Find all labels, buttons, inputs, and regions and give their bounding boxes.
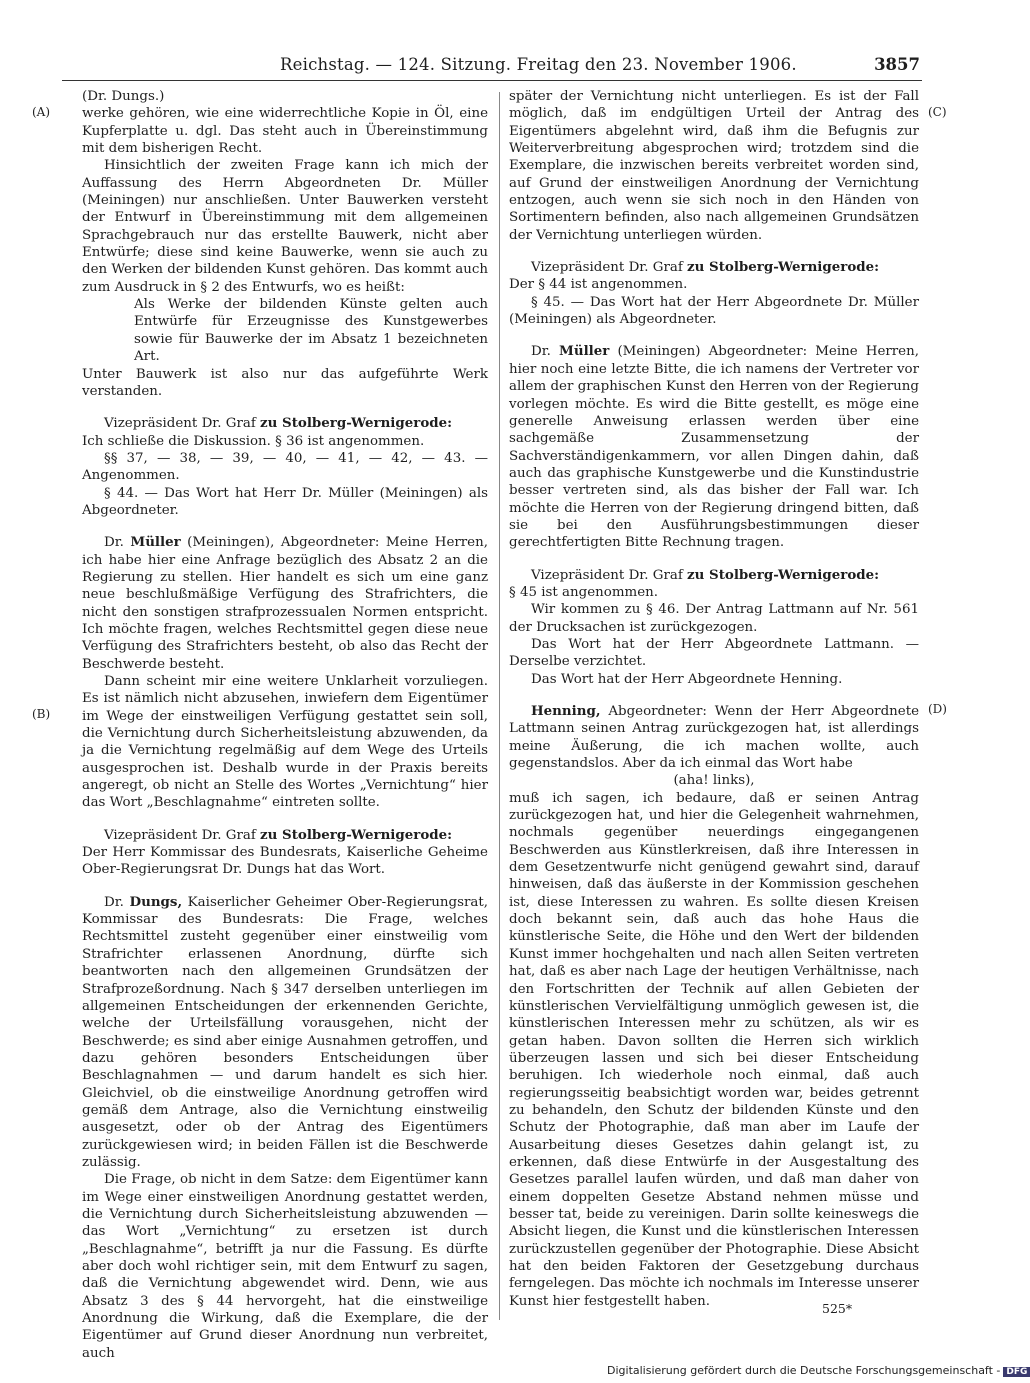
speaker-paragraph (82, 534, 488, 673)
speaker-title: Vizepräsident Dr. Graf (104, 416, 256, 432)
speaker-name: Henning, (531, 703, 601, 719)
paragraph: Das Wort hat der Herr Abgeordnete Henning. (531, 671, 843, 687)
speaker-title: Dr. (531, 344, 551, 360)
speaker-paragraph (82, 827, 488, 844)
margin-marker-c: (C) (928, 105, 947, 119)
speaker-title: Vizepräsident Dr. Graf (531, 260, 683, 276)
paragraph: später der Vernichtung nicht unterliegen. Es ist der Fall möglich, daß im endgültigen Urteil der Antrag des Eigentümers abgelehnt wird, daß ihm die Befugnis zur Weiterverbreitung abgesprochen wird; trotzdem sind die Exemplare, die inzwischen bereits verbreitet worden sind, auf Grund der einstweiligen Anordnung der Vernichtung entzogen, auch wenn sie sich noch in den Händen von Sortimentern befinden, also nach allgemeinen Grundsätzen der Vernichtung unterliegen würden. (509, 89, 919, 243)
speaker-name: Dungs, (129, 893, 183, 910)
speaker-title: Dr. (104, 894, 124, 910)
paragraph: § 45 ist angenommen. (509, 584, 659, 600)
paragraph: Wir kommen zu § 46. Der Antrag Lattmann auf Nr. 561 der Drucksachen ist zurückgezogen. (509, 602, 919, 635)
interjection: (aha! links), (673, 773, 755, 789)
footer (607, 1364, 1030, 1377)
column-separator (499, 92, 500, 1320)
paragraph: §§ 37, — 38, — 39, — 40, — 41, — 42, — 43. — Angenommen. (82, 450, 488, 484)
paragraph: Dann scheint mir eine weitere Unklarheit vorzuliegen. Es ist nämlich nicht abzusehen, inwiefern dem Eigentümer im Wege der einstweiligen Verfügung gestattet sein soll, die Vernichtung durch Sicherheitsleistung abzuwenden, da ja die Vernichtung regelmäßig auf dem Wege des Urteils ausgesprochen ist. Deshalb wurde in der Praxis bereits angeregt, ob nicht an Stelle des Wortes „Vernichtung“ hier das Wort „Beschlagnahme“ eintreten sollte. (82, 674, 488, 811)
speaker-name: zu Stolberg-Wernigerode: (687, 566, 880, 583)
running-header (280, 55, 920, 79)
speaker-paragraph (82, 415, 488, 432)
speech-text: Abgeordneter: Wenn der Herr Abgeordnete Lattmann seinen Antrag zurückgezogen hat, ist allerdings meine Äußerung, die ich machen wollte, auch gegenstandslos. Aber da ich einmal das Wort habe (509, 704, 919, 772)
speaker-name: zu Stolberg-Wernigerode: (260, 415, 453, 432)
running-title: Reichstag. — 124. Sitzung. Freitag den 23. November 1906. (280, 55, 797, 74)
paragraph: Das Wort hat der Herr Abgeordnete Lattmann. — Derselbe verzichtet. (509, 636, 919, 670)
header-rule (62, 80, 922, 81)
block-quote: Als Werke der bildenden Künste gelten auch Entwürfe für Erzeugnisse des Kunstgewerbes sowie für Bauwerke der im Absatz 1 bezeichneten Art. (134, 297, 488, 365)
sheet-signature: 525* (822, 1301, 853, 1316)
speaker-name: Müller (130, 534, 181, 551)
paragraph: Ich schließe die Diskussion. § 36 ist angenommen. (82, 433, 425, 449)
footer-text: Digitalisierung gefördert durch die Deutsche Forschungsgemeinschaft - (607, 1364, 1001, 1377)
paragraph: Hinsichtlich der zweiten Frage kann ich mich der Auffassung des Herrn Abgeordneten Dr. Müller (Meiningen) nur anschließen. Unter Bauwerken versteht der Entwurf in Übereinstimmung mit dem allgemeinen Sprachgebrauch nur das erstellte Bauwerk, nicht aber Entwürfe; diese sind keine Bauwerke, wenn sie auch zu den Werken der bildenden Kunst gehören. Das kommt auch zum Ausdruck in § 2 des Entwurfs, wo es heißt: (82, 158, 488, 295)
speaker-paragraph (509, 703, 919, 772)
speech-text: (Meiningen) Abgeordneter: Meine Herren, hier noch eine letzte Bitte, die ich namens der Vertreter vor allem der graphischen Kunst den Herren von der Regierung vorlegen möchte. Es wird die Bitte gestellt, es möge eine generelle Anweisung erlassen werden über eine sachgemäße Zusammensetzung der Sachverständigenkammern, vor allen Dingen dahin, daß auch das graphische Kunstgewerbe und die Kunstindustrie besser vertreten sind, als das bisher der Fall war. Ich möchte die Herren von der Regierung dringend bitten, daß sie bei den Ausführungsbestimmungen dieser gerechtfertigten Bitte Rechnung tragen. (509, 344, 919, 551)
margin-marker-d: (D) (928, 702, 947, 716)
left-column (82, 88, 488, 1362)
speaker-name: zu Stolberg-Wernigerode: (687, 259, 880, 276)
speaker-paragraph (509, 567, 919, 584)
margin-marker-b: (B) (32, 707, 51, 721)
speaker-title: Vizepräsident Dr. Graf (104, 827, 256, 843)
paragraph: Die Frage, ob nicht in dem Satze: dem Eigentümer kann im Wege einer einstweiligen Anordnung gestattet werden, die Vernichtung durch Sicherheitsleistung abzuwenden — das Wort „Vernichtung“ zu ersetzen ist durch „Beschlagnahme“, betrifft ja nur die Fassung. Es dürfte aber doch wohl richtiger sein, mit dem Entwurf zu sagen, daß die Vernichtung abgewendet wird. Denn, wie aus Absatz 3 des § 44 hervorgeht, hat die einstweilige Anordnung die Wirkung, daß die Exemplare, die der Eigentümer auf Grund dieser Anordnung nun verbreitet, auch (82, 1172, 488, 1361)
dfg-logo: DFG (1003, 1367, 1030, 1377)
paragraph: Der § 44 ist angenommen. (509, 277, 688, 293)
paragraph: Unter Bauwerk ist also nur das aufgeführte Werk verstanden. (82, 366, 488, 399)
margin-marker-a: (A) (32, 105, 51, 119)
speech-text: Kaiserlicher Geheimer Ober-Regierungsrat, Kommissar des Bundesrats: Die Frage, welches Rechtsmittel zusteht gegenüber einer einstweilig vom Strafrichter erlassenen Anordnung, dürfte sich beantworten nach den allgemeinen Grundsätzen der Strafprozeßordnung. Nach § 347 derselben unterliegen im allgemeinen Entscheidungen der erkennenden Gerichte, welche der Urteilsfällung vorausgehen, nicht der Beschwerde; es sind aber einige Ausnahmen getroffen, und dazu gehören besonders Entscheidungen über Beschlagnahmen — und darum handelt es sich hier. Gleichviel, ob die einstweilige Anordnung getroffen wird gemäß dem Antrage, also die Vernichtung einstweilig ausgesetzt, oder ob der Antrag des Eigentümers zurückgewiesen wird; in beiden Fällen ist die Beschwerde zulässig. (82, 894, 488, 1170)
speaker-title: Vizepräsident Dr. Graf (531, 567, 683, 583)
speaker-name: Müller (559, 343, 610, 360)
right-column (509, 88, 919, 1310)
speaker-paragraph (82, 894, 488, 1172)
paragraph: § 44. — Das Wort hat Herr Dr. Müller (Meiningen) als Abgeordneter. (82, 485, 488, 518)
page-number: 3857 (874, 55, 920, 74)
paragraph: muß ich sagen, ich bedaure, daß er seinen Antrag zurückgezogen hat, und hier die Gelegenheit wahrnehmen, nochmals gegenüber neuerdings eingegangenen Beschwerden aus Künstlerkreisen, daß ihre Interessen in dem Gesetzentwurfe nicht genügend gewahrt sind, darauf hinweisen, daß das äußerste in der Kommission geschehen ist, diese Interessen zu wahren. Es sollte diesen Kreisen doch bekannt sein, daß auch das hohe Haus die künstlerische Seite, die Höhe und den Wert der bildenden Kunst immer hochgehalten und nach allen Seiten vertreten hat, daß es aber nach Lage der heutigen Verhältnisse, nach den Fortschritten der Technik auf allen Gebieten der künstlerischen Vervielfältigung unmöglich gewesen ist, die künstlerischen Interessen mehr zu schützen, als wir es getan haben. Davon sollten die Herren sich wirklich überzeugen lassen und sich bei dieser Entscheidung beruhigen. Ich wiederhole noch einmal, daß auch regierungsseitig beabsichtigt worden war, beides getrennt zu behandeln, den Schutz der bildenden Künste und den Schutz der Photographie, daß man aber im Laufe der Ausarbeitung dieses Gesetzes dahin gelangt ist, zu erkennen, daß diese Entwürfe in der Ausgestaltung des Gesetzes parallel laufen würden, und daß man daher von einem doppelten Gesetze Abstand nehmen müsse und besser tat, beide zu vereinigen. Darin sollte keineswegs die Absicht liegen, die Kunst und die künstlerischen Interessen zurückzustellen gegenüber der Photographie. Diese Absicht hat den beiden Faktoren der Gesetzgebung durchaus ferngelegen. Das möchte ich nochmals im Interesse unserer Kunst hier festgestellt haben. (509, 790, 919, 1309)
paragraph: Der Herr Kommissar des Bundesrats, Kaiserliche Geheime Ober-Regierungsrat Dr. Dungs hat das Wort. (82, 845, 488, 878)
speech-text: (Meiningen), Abgeordneter: Meine Herren, ich habe hier eine Anfrage bezüglich des Absatz 2 an die Regierung zu stellen. Hier handelt es sich um eine ganz neue beschlußmäßige Verfügung des Strafrichters, die nicht den sonstigen strafprozessualen Normen entspricht. Ich möchte fragen, welches Rechtsmittel gegen diese neue Verfügung des Strafrichters besteht, ob also das Recht der Beschwerde besteht. (82, 535, 488, 672)
paragraph: werke gehören, wie eine widerrechtliche Kopie in Öl, eine Kupferplatte u. dgl. Das steht auch in Übereinstimmung mit dem bisherigen Recht. (82, 106, 488, 157)
speaker-continuation: (Dr. Dungs.) (82, 89, 165, 104)
speaker-title: Dr. (104, 535, 124, 551)
speaker-paragraph (509, 259, 919, 276)
speaker-paragraph (509, 343, 919, 551)
paragraph: § 45. — Das Wort hat der Herr Abgeordnete Dr. Müller (Meiningen) als Abgeordneter. (509, 294, 919, 328)
speaker-name: zu Stolberg-Wernigerode: (260, 826, 453, 843)
